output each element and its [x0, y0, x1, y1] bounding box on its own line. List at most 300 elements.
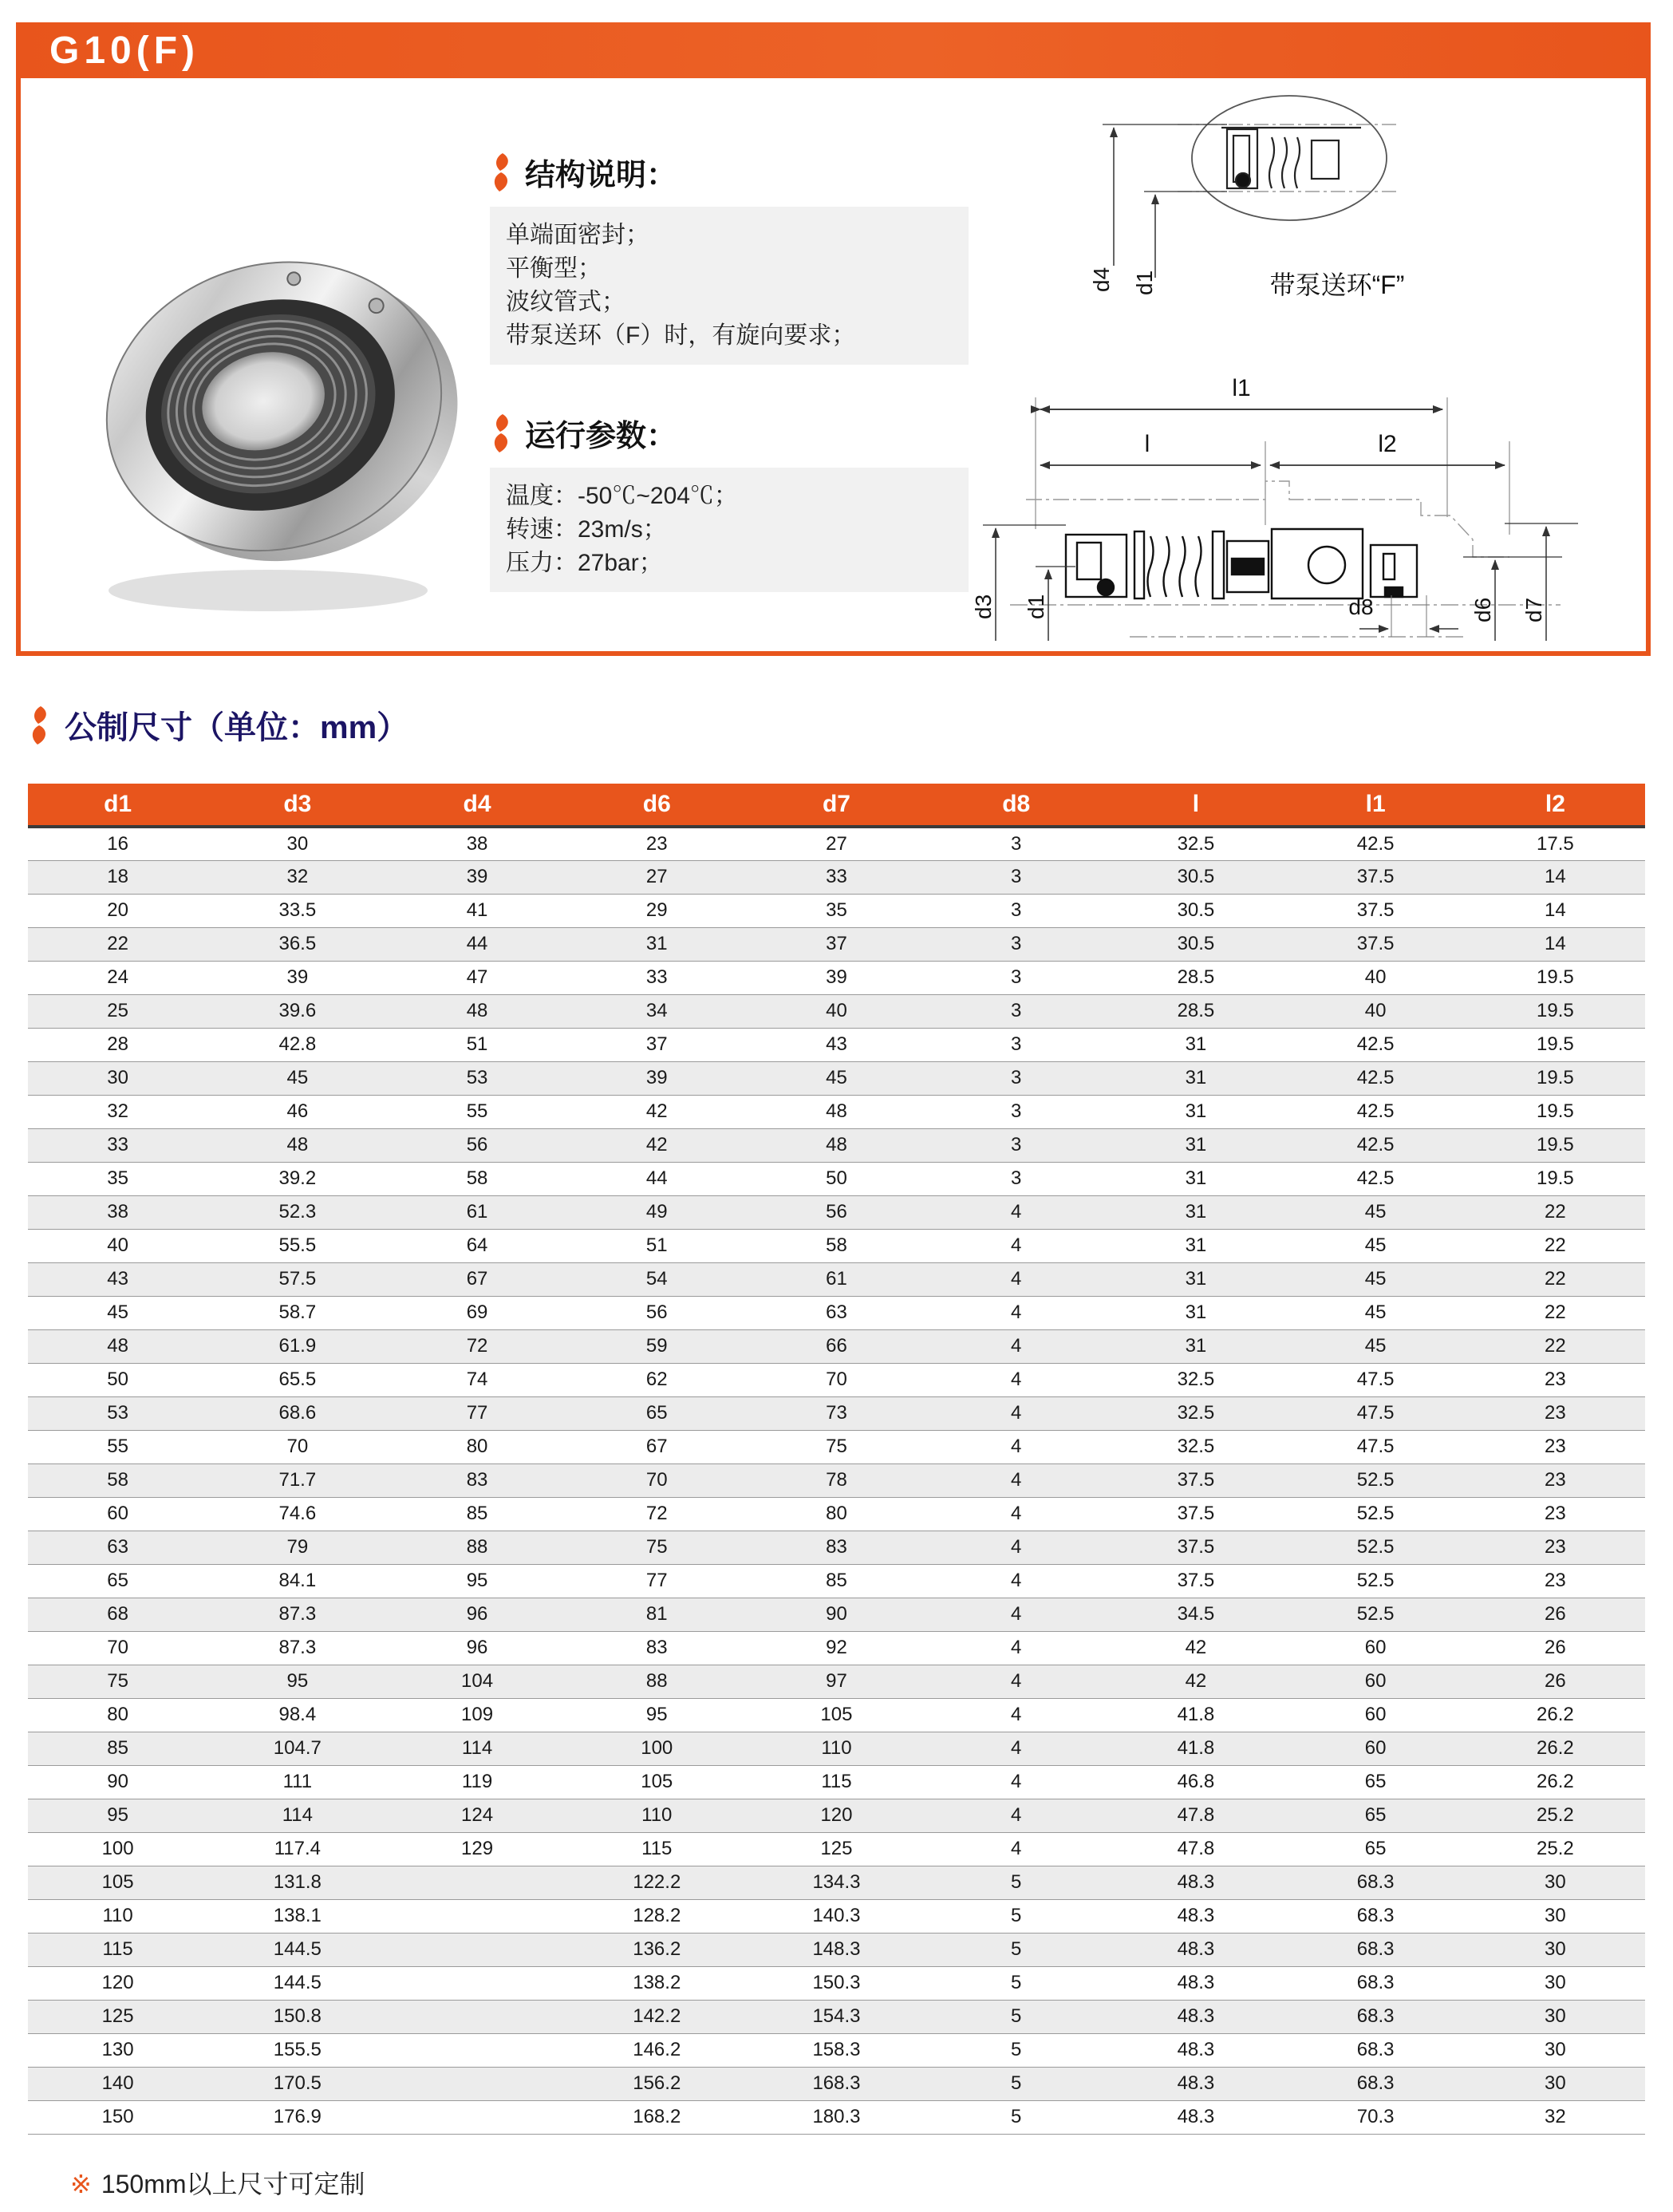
- column-header-d3: d3: [207, 784, 387, 827]
- product-model-title: G10(F): [49, 29, 200, 72]
- table-row: [28, 2033, 1645, 2067]
- table-row: [28, 1396, 1645, 1430]
- spec-line: 单端面密封；: [506, 222, 649, 248]
- structure-title: 结构说明：: [525, 159, 677, 192]
- table-cell: 96: [387, 1631, 566, 1665]
- flame-icon: [28, 706, 52, 745]
- dimension-table-wrap: [28, 784, 1645, 2135]
- table-cell: 55.5: [207, 1229, 387, 1262]
- dim-label-d1: d1: [1024, 594, 1048, 619]
- table-cell: 65: [1286, 1832, 1466, 1866]
- table-cell: 22: [1466, 1262, 1645, 1296]
- table-cell: 46: [207, 1095, 387, 1128]
- table-cell: 35: [747, 894, 926, 927]
- table-cell: 180.3: [747, 2100, 926, 2134]
- table-cell: [387, 1899, 566, 1933]
- table-cell: 27: [747, 827, 926, 860]
- table-cell: 42.5: [1286, 1162, 1466, 1195]
- table-cell: 95: [28, 1799, 207, 1832]
- table-cell: 63: [28, 1531, 207, 1564]
- table-cell: 32.5: [1106, 1430, 1285, 1463]
- table-cell: 37.5: [1106, 1463, 1285, 1497]
- table-cell: 48.3: [1106, 2100, 1285, 2134]
- table-cell: 45: [747, 1061, 926, 1095]
- table-cell: 85: [28, 1732, 207, 1765]
- table-cell: 40: [1286, 961, 1466, 994]
- dim-label-d6: d6: [1470, 597, 1495, 622]
- table-cell: 4: [926, 1598, 1106, 1631]
- table-cell: 19.5: [1466, 961, 1645, 994]
- table-cell: 61.9: [207, 1329, 387, 1363]
- table-cell: 32: [28, 1095, 207, 1128]
- table-row: [28, 827, 1645, 860]
- table-cell: 23: [1466, 1531, 1645, 1564]
- table-cell: 25: [28, 994, 207, 1028]
- table-cell: 67: [567, 1430, 747, 1463]
- table-cell: [387, 2000, 566, 2033]
- table-cell: 41.8: [1106, 1698, 1285, 1732]
- table-cell: 68.3: [1286, 1899, 1466, 1933]
- table-cell: 70: [567, 1463, 747, 1497]
- table-cell: 33.5: [207, 894, 387, 927]
- table-cell: 168.2: [567, 2100, 747, 2134]
- table-cell: 95: [387, 1564, 566, 1598]
- table-cell: 51: [567, 1229, 747, 1262]
- table-row: [28, 1095, 1645, 1128]
- table-cell: 30.5: [1106, 860, 1285, 894]
- dim-label-l2: l2: [1378, 431, 1397, 457]
- table-cell: 30: [1466, 1966, 1645, 2000]
- table-cell: 23: [1466, 1564, 1645, 1598]
- table-cell: 80: [747, 1497, 926, 1531]
- parameters-title: 运行参数：: [525, 420, 677, 453]
- footer-note: [70, 2164, 365, 2201]
- table-row: [28, 1732, 1645, 1765]
- note-text: 150mm以上尺寸可定制: [101, 2170, 365, 2198]
- table-cell: 64: [387, 1229, 566, 1262]
- table-cell: 146.2: [567, 2033, 747, 2067]
- table-cell: 111: [207, 1765, 387, 1799]
- table-row: [28, 1564, 1645, 1598]
- technical-drawing: [946, 78, 1648, 649]
- table-cell: 3: [926, 827, 1106, 860]
- table-cell: 41: [387, 894, 566, 927]
- table-cell: 23: [1466, 1363, 1645, 1396]
- table-cell: 75: [28, 1665, 207, 1698]
- table-cell: 38: [387, 827, 566, 860]
- spec-line: 波纹管式；: [506, 289, 625, 315]
- table-cell: 58: [387, 1162, 566, 1195]
- table-cell: 60: [1286, 1665, 1466, 1698]
- table-cell: 51: [387, 1028, 566, 1061]
- table-cell: 23: [567, 827, 747, 860]
- table-cell: 23: [1466, 1396, 1645, 1430]
- table-cell: 45: [207, 1061, 387, 1095]
- table-cell: 45: [1286, 1195, 1466, 1229]
- table-cell: 32: [1466, 2100, 1645, 2134]
- table-row: [28, 2000, 1645, 2033]
- table-cell: 71.7: [207, 1463, 387, 1497]
- table-cell: 42.5: [1286, 1128, 1466, 1162]
- table-cell: 4: [926, 1463, 1106, 1497]
- table-cell: 55: [28, 1430, 207, 1463]
- metric-title-text: 公制尺寸（单位：mm）: [65, 710, 409, 745]
- table-cell: [387, 2033, 566, 2067]
- table-cell: 53: [387, 1061, 566, 1095]
- table-cell: [387, 2100, 566, 2134]
- table-cell: 30: [1466, 2067, 1645, 2100]
- table-cell: 33: [28, 1128, 207, 1162]
- table-cell: 57.5: [207, 1262, 387, 1296]
- table-cell: 52.5: [1286, 1463, 1466, 1497]
- table-cell: 30: [1466, 2033, 1645, 2067]
- table-cell: 26.2: [1466, 1765, 1645, 1799]
- table-cell: 39: [387, 860, 566, 894]
- table-cell: 42: [1106, 1665, 1285, 1698]
- table-cell: 78: [747, 1463, 926, 1497]
- table-cell: 31: [1106, 1262, 1285, 1296]
- table-cell: 4: [926, 1564, 1106, 1598]
- structure-section: [490, 150, 969, 365]
- table-cell: 28.5: [1106, 961, 1285, 994]
- table-cell: 55: [387, 1095, 566, 1128]
- table-cell: 31: [1106, 1329, 1285, 1363]
- table-cell: 42.8: [207, 1028, 387, 1061]
- table-row: [28, 1061, 1645, 1095]
- table-row: [28, 1665, 1645, 1698]
- header-band: [16, 22, 1651, 78]
- table-cell: 52.5: [1286, 1598, 1466, 1631]
- table-cell: 63: [747, 1296, 926, 1329]
- table-row: [28, 1363, 1645, 1396]
- table-cell: 105: [747, 1698, 926, 1732]
- table-cell: 68.3: [1286, 1866, 1466, 1899]
- table-cell: 128.2: [567, 1899, 747, 1933]
- table-row: [28, 927, 1645, 961]
- spec-column: [490, 102, 969, 592]
- spec-line: 转速：23m/s；: [506, 516, 667, 543]
- table-cell: 19.5: [1466, 1095, 1645, 1128]
- table-row: [28, 1531, 1645, 1564]
- table-cell: 59: [567, 1329, 747, 1363]
- table-cell: 3: [926, 860, 1106, 894]
- spec-line: 温度：-50℃~204℃；: [506, 483, 738, 509]
- table-row: [28, 2100, 1645, 2134]
- dimension-table-head: [28, 784, 1645, 827]
- table-row: [28, 1430, 1645, 1463]
- table-cell: 4: [926, 1698, 1106, 1732]
- table-cell: 48: [747, 1095, 926, 1128]
- table-cell: 19.5: [1466, 1128, 1645, 1162]
- table-cell: 70: [28, 1631, 207, 1665]
- table-cell: 5: [926, 2000, 1106, 2033]
- table-cell: 110: [28, 1899, 207, 1933]
- table-cell: 3: [926, 961, 1106, 994]
- table-cell: 65.5: [207, 1363, 387, 1396]
- table-cell: [387, 1933, 566, 1966]
- table-row: [28, 961, 1645, 994]
- table-cell: 65: [28, 1564, 207, 1598]
- table-cell: 31: [1106, 1229, 1285, 1262]
- table-cell: 4: [926, 1296, 1106, 1329]
- table-cell: [387, 1966, 566, 2000]
- table-cell: 53: [28, 1396, 207, 1430]
- table-cell: 42.5: [1286, 1028, 1466, 1061]
- table-cell: 144.5: [207, 1933, 387, 1966]
- table-cell: 39: [747, 961, 926, 994]
- table-cell: 140: [28, 2067, 207, 2100]
- table-cell: 45: [1286, 1262, 1466, 1296]
- table-cell: 22: [1466, 1195, 1645, 1229]
- table-cell: 96: [387, 1598, 566, 1631]
- table-cell: 48.3: [1106, 2033, 1285, 2067]
- table-cell: 120: [747, 1799, 926, 1832]
- table-cell: 119: [387, 1765, 566, 1799]
- table-cell: 85: [747, 1564, 926, 1598]
- table-cell: 4: [926, 1799, 1106, 1832]
- table-cell: 22: [28, 927, 207, 961]
- table-cell: 40: [1286, 994, 1466, 1028]
- table-cell: 158.3: [747, 2033, 926, 2067]
- table-cell: 88: [567, 1665, 747, 1698]
- table-cell: 37: [747, 927, 926, 961]
- table-cell: 48: [387, 994, 566, 1028]
- table-cell: 22: [1466, 1229, 1645, 1262]
- table-cell: 4: [926, 1229, 1106, 1262]
- table-cell: 43: [28, 1262, 207, 1296]
- table-cell: 42: [567, 1128, 747, 1162]
- parameters-section: [490, 411, 969, 592]
- table-cell: 38: [28, 1195, 207, 1229]
- metric-section-title: [28, 702, 408, 748]
- table-cell: 176.9: [207, 2100, 387, 2134]
- table-cell: 22: [1466, 1329, 1645, 1363]
- table-cell: 4: [926, 1329, 1106, 1363]
- table-cell: 56: [747, 1195, 926, 1229]
- table-cell: 61: [387, 1195, 566, 1229]
- table-cell: 47.8: [1106, 1832, 1285, 1866]
- table-cell: 80: [387, 1430, 566, 1463]
- table-cell: 23: [1466, 1430, 1645, 1463]
- table-cell: 148.3: [747, 1933, 926, 1966]
- table-cell: 50: [28, 1363, 207, 1396]
- table-cell: 65: [567, 1396, 747, 1430]
- table-row: [28, 860, 1645, 894]
- table-row: [28, 1832, 1645, 1866]
- table-cell: 34: [567, 994, 747, 1028]
- table-cell: 14: [1466, 894, 1645, 927]
- table-cell: 37.5: [1286, 894, 1466, 927]
- table-cell: 29: [567, 894, 747, 927]
- table-cell: 25.2: [1466, 1832, 1645, 1866]
- table-cell: 44: [387, 927, 566, 961]
- table-cell: 56: [567, 1296, 747, 1329]
- flame-icon: [490, 414, 514, 452]
- table-row: [28, 1598, 1645, 1631]
- table-cell: 31: [1106, 1128, 1285, 1162]
- table-cell: 39: [567, 1061, 747, 1095]
- table-cell: 4: [926, 1396, 1106, 1430]
- table-cell: 45: [1286, 1296, 1466, 1329]
- table-cell: 115: [28, 1933, 207, 1966]
- table-cell: 26: [1466, 1665, 1645, 1698]
- table-cell: 42.5: [1286, 827, 1466, 860]
- table-cell: 150: [28, 2100, 207, 2134]
- table-cell: 5: [926, 2067, 1106, 2100]
- table-cell: 81: [567, 1598, 747, 1631]
- table-cell: 32.5: [1106, 1363, 1285, 1396]
- table-cell: 72: [387, 1329, 566, 1363]
- table-cell: [387, 1866, 566, 1899]
- table-cell: 33: [747, 860, 926, 894]
- table-cell: 48: [747, 1128, 926, 1162]
- table-row: [28, 1698, 1645, 1732]
- table-cell: 5: [926, 2033, 1106, 2067]
- table-cell: 75: [747, 1430, 926, 1463]
- table-row: [28, 1128, 1645, 1162]
- table-cell: 49: [567, 1195, 747, 1229]
- table-cell: 4: [926, 1732, 1106, 1765]
- table-cell: 5: [926, 2100, 1106, 2134]
- table-cell: 37.5: [1286, 927, 1466, 961]
- table-cell: 110: [747, 1732, 926, 1765]
- table-cell: 39: [207, 961, 387, 994]
- table-row: [28, 1866, 1645, 1899]
- table-cell: 115: [567, 1832, 747, 1866]
- table-cell: 46.8: [1106, 1765, 1285, 1799]
- table-cell: 79: [207, 1531, 387, 1564]
- table-cell: 104: [387, 1665, 566, 1698]
- table-cell: 14: [1466, 927, 1645, 961]
- table-cell: 42: [1106, 1631, 1285, 1665]
- table-cell: 58.7: [207, 1296, 387, 1329]
- spec-line: 平衡型；: [506, 255, 602, 282]
- table-cell: 90: [747, 1598, 926, 1631]
- detail-caption: 带泵送环“F”: [1269, 271, 1405, 299]
- table-cell: 58: [747, 1229, 926, 1262]
- table-cell: 31: [1106, 1162, 1285, 1195]
- table-cell: 48.3: [1106, 1866, 1285, 1899]
- column-header-d1: d1: [28, 784, 207, 827]
- table-row: [28, 894, 1645, 927]
- spec-line: 压力：27bar；: [506, 550, 663, 576]
- table-cell: 28: [28, 1028, 207, 1061]
- dimension-table: [28, 784, 1645, 2135]
- table-cell: 26.2: [1466, 1698, 1645, 1732]
- table-cell: 70: [207, 1430, 387, 1463]
- table-cell: 48.3: [1106, 2067, 1285, 2100]
- table-cell: 50: [747, 1162, 926, 1195]
- table-cell: 122.2: [567, 1866, 747, 1899]
- table-cell: 62: [567, 1363, 747, 1396]
- table-cell: 23: [1466, 1463, 1645, 1497]
- dim-label-l1: l1: [1232, 375, 1251, 401]
- table-cell: 42.5: [1286, 1061, 1466, 1095]
- table-cell: 77: [567, 1564, 747, 1598]
- table-cell: 30: [1466, 1866, 1645, 1899]
- table-cell: 4: [926, 1430, 1106, 1463]
- table-row: [28, 1028, 1645, 1061]
- table-cell: 16: [28, 827, 207, 860]
- table-row: [28, 1933, 1645, 1966]
- table-cell: 170.5: [207, 2067, 387, 2100]
- table-cell: 4: [926, 1665, 1106, 1698]
- table-row: [28, 1329, 1645, 1363]
- column-header-d4: d4: [387, 784, 566, 827]
- table-row: [28, 1799, 1645, 1832]
- table-cell: 117.4: [207, 1832, 387, 1866]
- table-cell: 60: [1286, 1732, 1466, 1765]
- table-cell: 68: [28, 1598, 207, 1631]
- table-cell: 67: [387, 1262, 566, 1296]
- table-row: [28, 1966, 1645, 2000]
- table-cell: 22: [1466, 1296, 1645, 1329]
- table-cell: 31: [1106, 1095, 1285, 1128]
- table-cell: 45: [1286, 1229, 1466, 1262]
- table-cell: 24: [28, 961, 207, 994]
- table-row: [28, 1631, 1645, 1665]
- table-cell: 20: [28, 894, 207, 927]
- table-cell: 32.5: [1106, 1396, 1285, 1430]
- table-cell: 115: [747, 1765, 926, 1799]
- table-cell: 3: [926, 927, 1106, 961]
- table-cell: 52.5: [1286, 1564, 1466, 1598]
- table-cell: 39.2: [207, 1162, 387, 1195]
- table-cell: 136.2: [567, 1933, 747, 1966]
- table-cell: 43: [747, 1028, 926, 1061]
- table-cell: 36.5: [207, 927, 387, 961]
- table-cell: 88: [387, 1531, 566, 1564]
- table-cell: 4: [926, 1262, 1106, 1296]
- table-cell: 68.3: [1286, 1966, 1466, 2000]
- table-cell: 47: [387, 961, 566, 994]
- table-cell: 37.5: [1286, 860, 1466, 894]
- table-cell: 47.8: [1106, 1799, 1285, 1832]
- table-cell: 26: [1466, 1598, 1645, 1631]
- column-header-l1: l1: [1286, 784, 1466, 827]
- table-cell: 47.5: [1286, 1430, 1466, 1463]
- table-cell: 60: [1286, 1631, 1466, 1665]
- dim-label-d1-detail: d1: [1132, 270, 1157, 295]
- table-cell: 83: [567, 1631, 747, 1665]
- dim-label-l: l: [1144, 431, 1150, 457]
- table-cell: 34.5: [1106, 1598, 1285, 1631]
- table-cell: 150.8: [207, 2000, 387, 2033]
- table-cell: 72: [567, 1497, 747, 1531]
- table-cell: 23: [1466, 1497, 1645, 1531]
- table-cell: 5: [926, 1966, 1106, 2000]
- photo-shadow: [109, 570, 428, 611]
- table-cell: 83: [387, 1463, 566, 1497]
- table-cell: 100: [567, 1732, 747, 1765]
- table-cell: 30: [1466, 1933, 1645, 1966]
- table-cell: 138.1: [207, 1899, 387, 1933]
- table-cell: 45: [28, 1296, 207, 1329]
- table-cell: 48: [207, 1128, 387, 1162]
- table-cell: 32: [207, 860, 387, 894]
- table-cell: 42.5: [1286, 1095, 1466, 1128]
- table-cell: 120: [28, 1966, 207, 2000]
- table-cell: 48.3: [1106, 1933, 1285, 1966]
- table-cell: 52.5: [1286, 1531, 1466, 1564]
- table-cell: 68.3: [1286, 2000, 1466, 2033]
- table-cell: 85: [387, 1497, 566, 1531]
- table-row: [28, 1229, 1645, 1262]
- table-row: [28, 1497, 1645, 1531]
- table-row: [28, 2067, 1645, 2100]
- table-cell: 37.5: [1106, 1497, 1285, 1531]
- structure-list: [490, 207, 969, 365]
